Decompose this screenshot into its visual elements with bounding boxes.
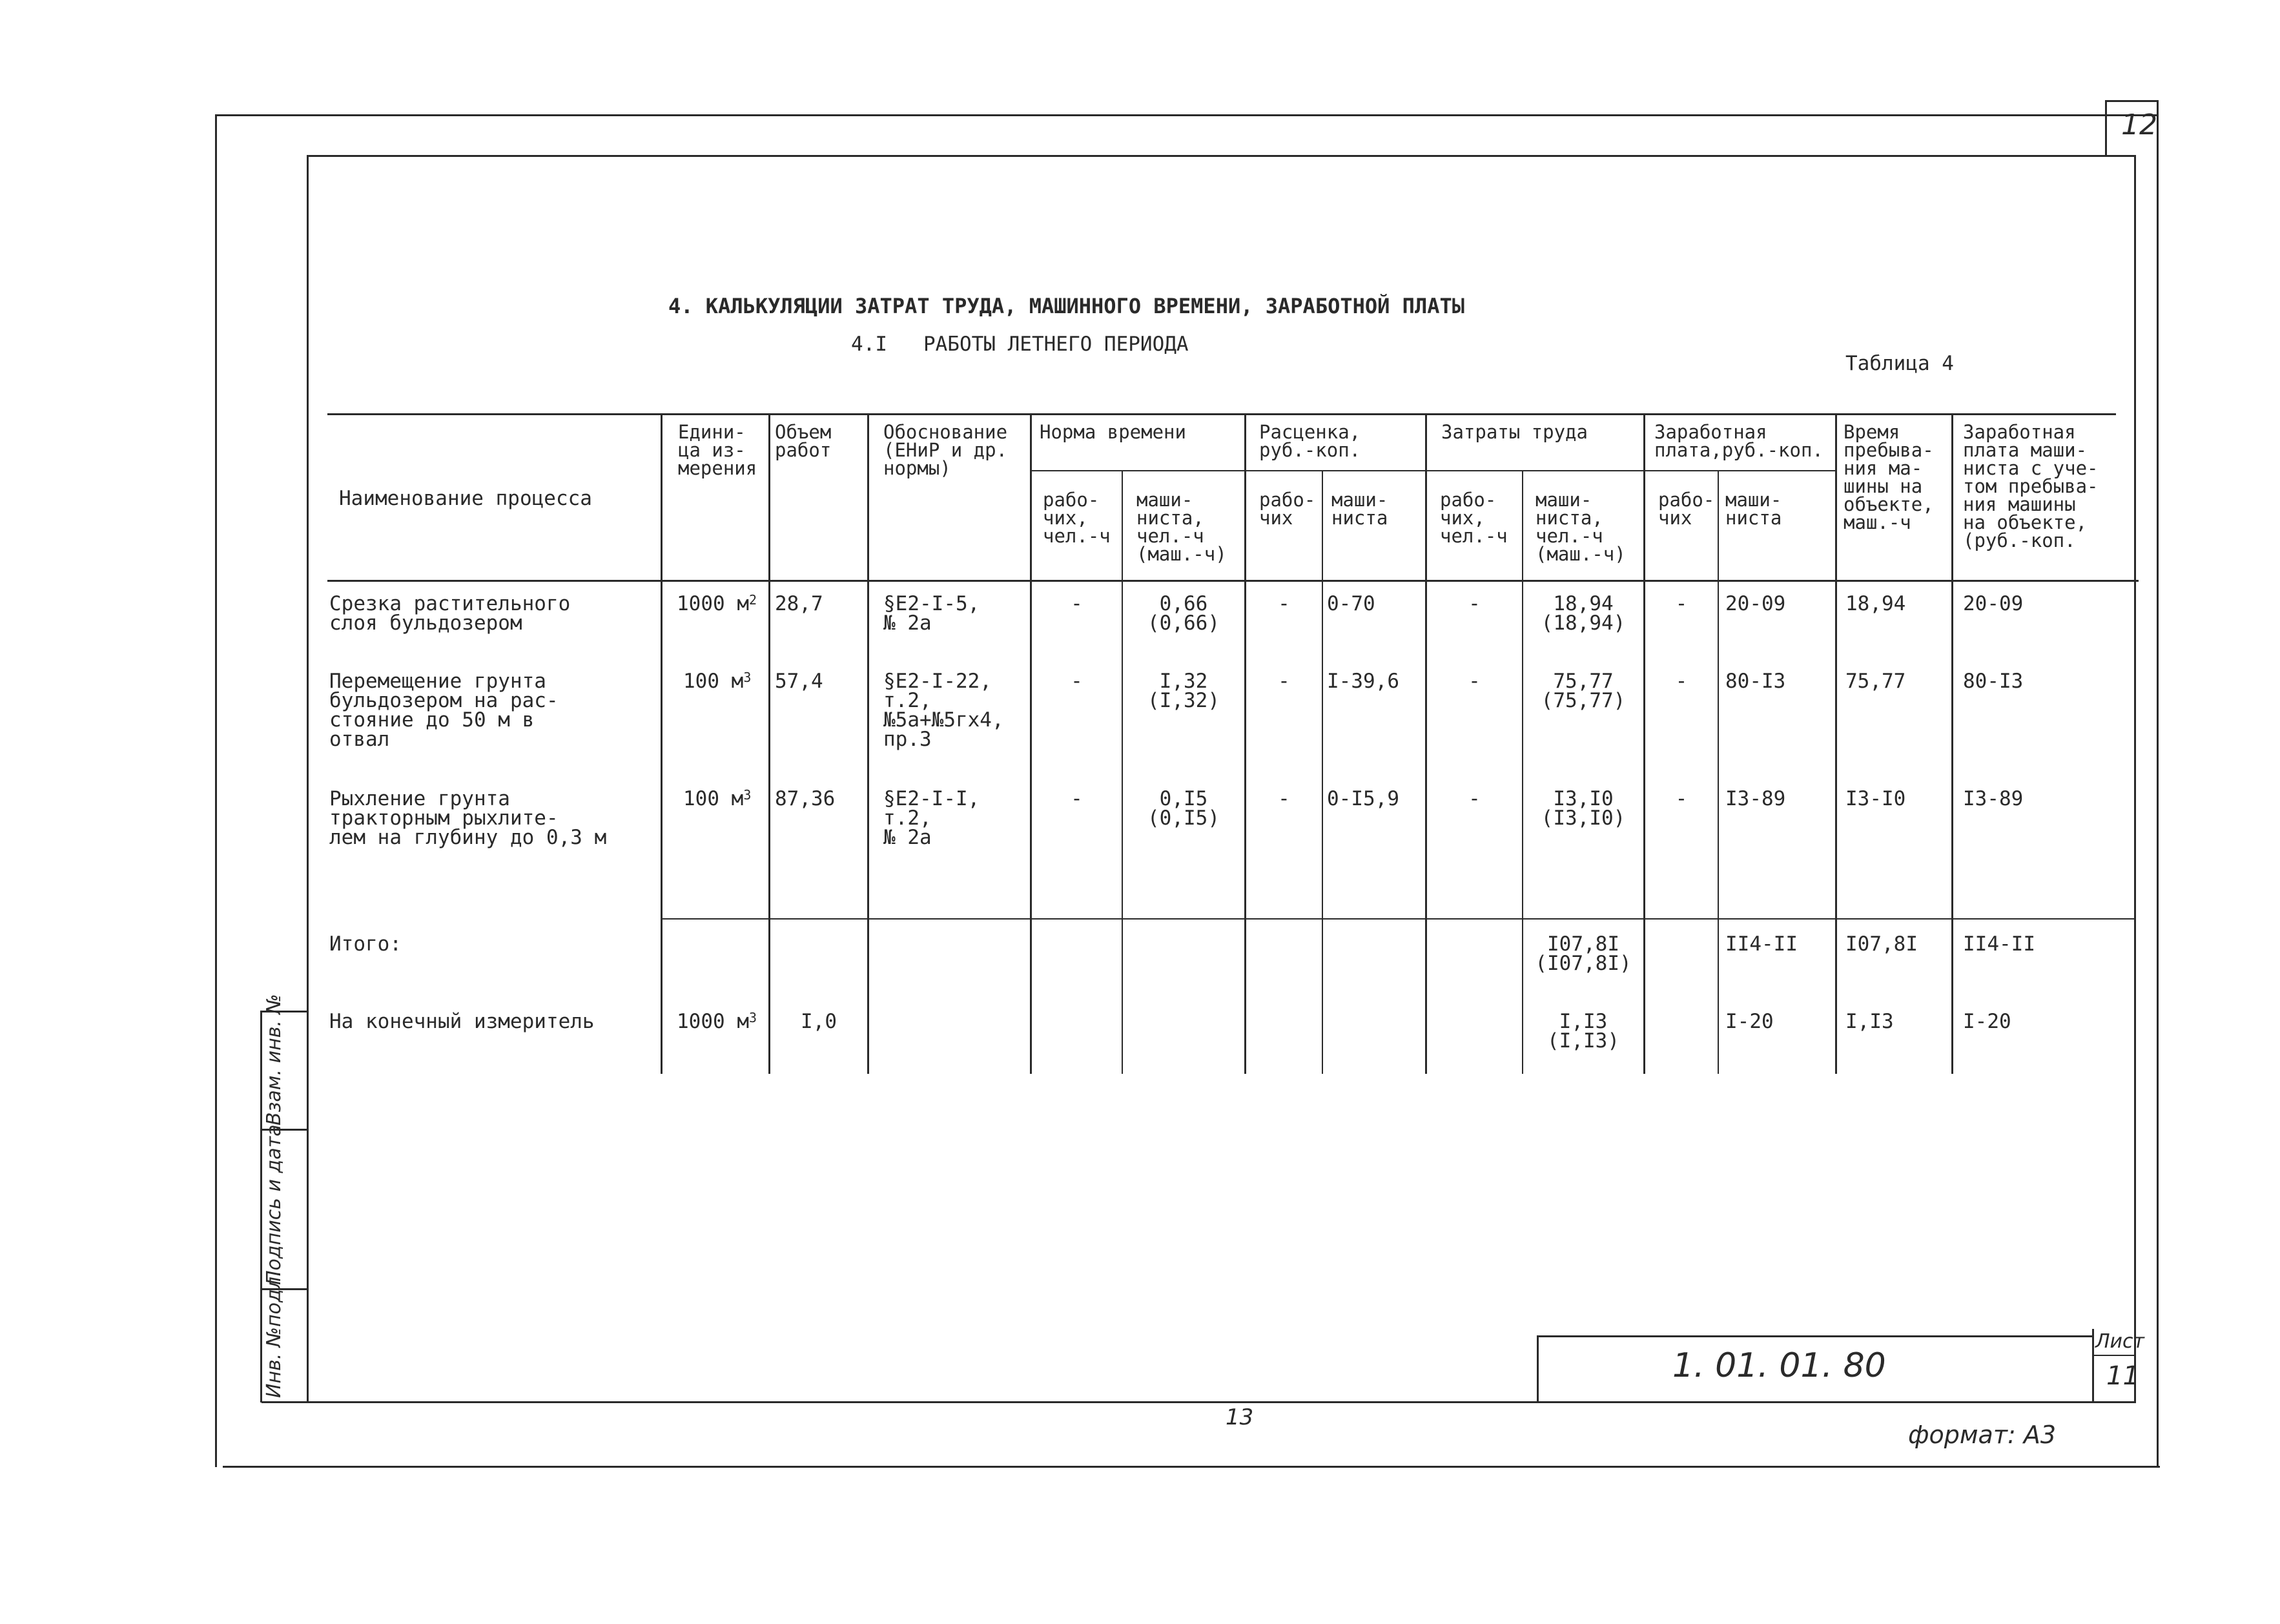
total-label: Итого:: [329, 932, 402, 956]
side-stamp: [260, 994, 307, 1403]
header-unit: Едини- ца из- мерения: [678, 421, 757, 479]
cell-operator-pay: 80-I3: [1963, 670, 2024, 693]
final-wages-operator: I-20: [1725, 1010, 1774, 1033]
header-norm-operator: маши- ниста, чел.-ч (маш.-ч): [1136, 489, 1227, 565]
header-norm: Норма времени: [1040, 421, 1186, 443]
final-operator-pay: I-20: [1963, 1010, 2011, 1033]
cell-labor-operator: 75,77 (75,77): [1541, 670, 1626, 712]
header-stay: Время пребыва- ния ма- шины на объекте, маш.-ч: [1844, 421, 1934, 533]
header-labor: Затраты труда: [1441, 421, 1588, 443]
cell-process: Срезка растительного слоя бульдозером: [329, 592, 571, 635]
format-label: формат: А3: [1908, 1421, 2057, 1449]
cell-stay: 18,94: [1845, 592, 1906, 615]
final-labor-operator: I,I3 (I,I3): [1547, 1010, 1619, 1053]
cell-basis: §Е2-I-I, т.2, № 2а: [883, 787, 980, 849]
final-stay: I,I3: [1845, 1010, 1894, 1033]
cell-volume: 28,7: [775, 592, 823, 615]
cell-norm-workers: -: [1071, 670, 1083, 693]
header-rate: Расценка, руб.-коп.: [1259, 421, 1361, 461]
final-volume: I,0: [801, 1010, 837, 1033]
cell-norm-workers: -: [1071, 592, 1083, 615]
bottom-page-number: 13: [1226, 1404, 1254, 1430]
cell-unit: 100 $м^3$: [683, 670, 752, 693]
cell-rate-workers: -: [1278, 670, 1290, 693]
cell-labor-workers: -: [1468, 592, 1481, 615]
cell-wages-workers: -: [1675, 787, 1688, 810]
cell-stay: I3-I0: [1845, 787, 1906, 810]
corner-box-left: [2105, 100, 2107, 156]
cell-rate-operator: 0-I5,9: [1327, 787, 1399, 810]
header-volume: Объем работ: [775, 421, 832, 461]
inner-frame-left: [307, 155, 309, 1403]
cell-unit: 100 $м^3$: [683, 787, 752, 810]
outer-frame-bottom: [223, 1466, 2160, 1468]
sheet-number: 11: [2106, 1361, 2139, 1391]
header-process: Наименование процесса: [339, 487, 592, 510]
header-operator-pay: Заработная плата маши- ниста с уче- том пребыва- ния машины на объекте, (руб.-коп.: [1963, 421, 2099, 551]
table-label: Таблица 4: [1845, 352, 1954, 375]
cell-unit: 1000 $м^2$: [677, 592, 757, 615]
cell-wages-workers: -: [1675, 670, 1688, 693]
stamp-field-signature-date: Подпись и дата: [263, 1124, 285, 1285]
cell-volume: 87,36: [775, 787, 836, 810]
cell-volume: 57,4: [775, 670, 823, 693]
corner-page-number: 12: [2121, 108, 2157, 141]
cell-wages-operator: 80-I3: [1725, 670, 1786, 693]
cell-norm-workers: -: [1071, 787, 1083, 810]
cell-labor-operator: I3,I0 (I3,I0): [1541, 787, 1626, 830]
header-labor-operator: маши- ниста, чел.-ч (маш.-ч): [1535, 489, 1626, 565]
inner-frame-right: [2134, 155, 2136, 1403]
doc-code: 1. 01. 01. 80: [1672, 1346, 1886, 1385]
sheet-label: Лист: [2095, 1330, 2145, 1353]
cell-wages-operator: I3-89: [1725, 787, 1786, 810]
cell-wages-workers: -: [1675, 592, 1688, 615]
inner-frame-top: [307, 155, 2136, 157]
page-subtitle: 4.I РАБОТЫ ЛЕТНЕГО ПЕРИОДА: [851, 333, 1189, 356]
outer-frame-right: [2157, 100, 2159, 1468]
cell-basis: §Е2-I-22, т.2, №5а+№5гх4, пр.3: [883, 670, 1004, 751]
final-unit: 1000 $м^3$: [677, 1010, 757, 1033]
header-norm-workers: рабо- чих, чел.-ч: [1043, 489, 1111, 547]
header-wages: Заработная плата,руб.-коп.: [1654, 421, 1823, 461]
outer-frame-left: [215, 114, 217, 1467]
cell-rate-workers: -: [1278, 787, 1290, 810]
corner-box-top: [2105, 100, 2159, 102]
cell-labor-workers: -: [1468, 670, 1481, 693]
total-wages-operator: II4-II: [1725, 932, 1798, 956]
outer-frame-top: [215, 114, 2159, 116]
cell-rate-operator: 0-70: [1327, 592, 1375, 615]
cell-operator-pay: I3-89: [1963, 787, 2024, 810]
cell-process: Рыхление грунта тракторным рыхлите- лем на глубину до 0,3 м: [329, 787, 607, 849]
header-basis: Обоснование (ЕНиР и др. нормы): [883, 421, 1008, 479]
header-wages-workers: рабо- чих: [1658, 489, 1715, 529]
cell-basis: §Е2-I-5, № 2а: [883, 592, 980, 635]
header-rate-operator: маши- ниста: [1331, 489, 1388, 529]
cell-rate-operator: I-39,6: [1327, 670, 1399, 693]
cell-process: Перемещение грунта бульдозером на рас- стояние до 50 м в отвал: [329, 670, 559, 751]
stamp-field-replaced-inv: Взам. инв. №: [263, 994, 285, 1125]
header-rate-workers: рабо- чих: [1259, 489, 1316, 529]
cell-wages-operator: 20-09: [1725, 592, 1786, 615]
header-labor-workers: рабо- чих, чел.-ч: [1440, 489, 1508, 547]
stamp-field-inv-number: Инв. №подл.: [263, 1270, 285, 1398]
cell-rate-workers: -: [1278, 592, 1290, 615]
cell-operator-pay: 20-09: [1963, 592, 2024, 615]
total-stay: I07,8I: [1845, 932, 1918, 956]
total-labor-operator: I07,8I (I07,8I): [1535, 932, 1632, 975]
cell-labor-workers: -: [1468, 787, 1481, 810]
cell-norm-operator: I,32 (I,32): [1147, 670, 1220, 712]
total-operator-pay: II4-II: [1963, 932, 2035, 956]
cell-stay: 75,77: [1845, 670, 1906, 693]
cell-norm-operator: 0,I5 (0,I5): [1147, 787, 1220, 830]
inner-frame-bottom: [262, 1401, 2136, 1403]
header-wages-operator: маши- ниста: [1725, 489, 1782, 529]
page-title: 4. КАЛЬКУЛЯЦИИ ЗАТРАТ ТРУДА, МАШИННОГО ВРЕМЕНИ, ЗАРАБОТНОЙ ПЛАТЫ: [668, 294, 1464, 318]
final-label: На конечный измеритель: [329, 1010, 595, 1033]
cell-norm-operator: 0,66 (0,66): [1147, 592, 1220, 635]
cell-labor-operator: 18,94 (18,94): [1541, 592, 1626, 635]
